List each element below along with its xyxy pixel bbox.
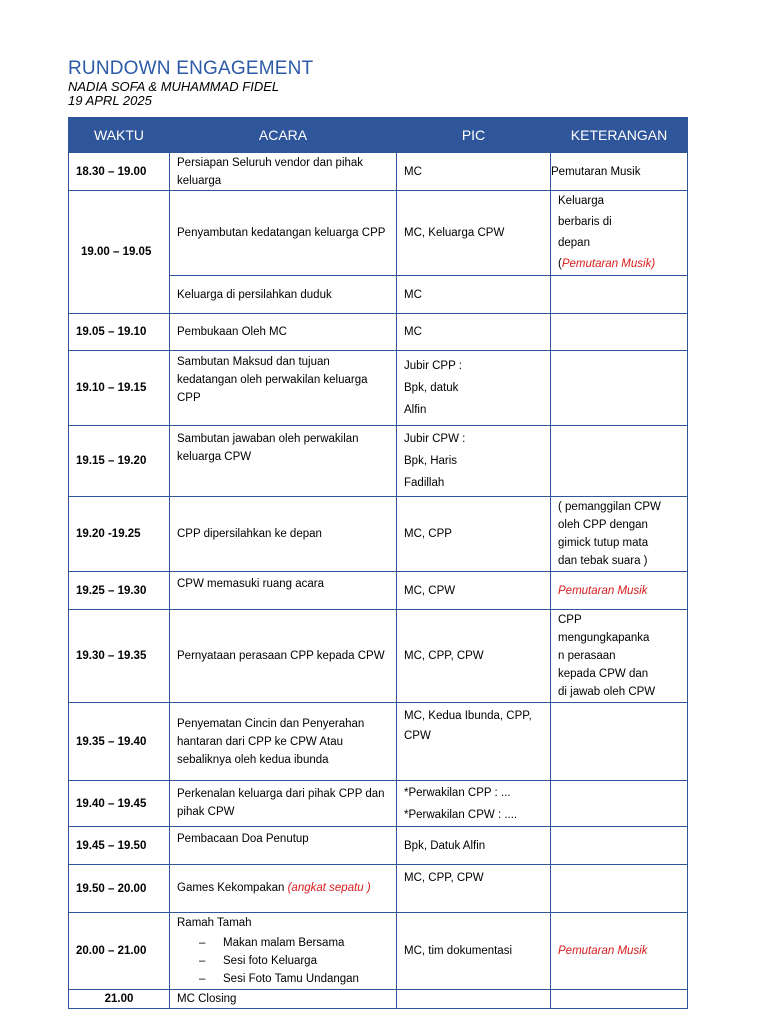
row-pic: MC, tim dokumentasi — [397, 913, 551, 990]
table-row — [69, 191, 688, 276]
pic-line: Jubir CPW : — [404, 433, 466, 445]
keterangan-line: dan tebak suara ) — [558, 555, 648, 567]
list-item: – Makan malam Bersama — [199, 934, 389, 952]
row-keterangan — [551, 314, 688, 351]
event-date: 19 APRL 2025 — [68, 93, 152, 108]
table-header-row — [69, 118, 688, 153]
row-keterangan — [551, 426, 688, 497]
row-time: 19.00 – 19.05 — [69, 191, 170, 314]
table-row — [69, 990, 688, 1009]
row-pic: MC, Kedua Ibunda, CPP, CPW — [397, 703, 551, 781]
row-acara: Penyematan Cincin dan Penyerahan hantaran dari CPP ke CPW Atau sebaliknya oleh kedua ibunda — [170, 703, 397, 781]
row-acara — [170, 865, 397, 913]
list-item: – Sesi foto Keluarga — [199, 952, 389, 970]
row-keterangan — [551, 865, 688, 913]
row-pic — [397, 426, 551, 497]
row-acara: CPW memasuki ruang acara — [170, 572, 397, 610]
pic-line: *Perwakilan CPP : ... — [404, 786, 511, 799]
row-time: 21.00 — [69, 990, 170, 1009]
row-keterangan — [551, 990, 688, 1009]
keterangan-paren: ( — [558, 258, 562, 270]
acara-heading: Ramah Tamah — [177, 917, 252, 929]
document-title: RUNDOWN ENGAGEMENT — [68, 58, 314, 79]
row-acara: Keluarga di persilahkan duduk — [170, 276, 397, 314]
row-acara: Pernyataan perasaan CPP kepada CPW — [170, 610, 397, 703]
table-row — [69, 781, 688, 827]
table-row — [69, 865, 688, 913]
table-row — [69, 610, 688, 703]
keterangan-line: di jawab oleh CPW — [558, 686, 656, 698]
row-keterangan — [551, 276, 688, 314]
table-row — [69, 153, 688, 191]
column-header-waktu: WAKTU — [69, 118, 170, 153]
row-pic — [397, 351, 551, 426]
row-keterangan — [551, 610, 688, 703]
row-acara: Perkenalan keluarga dari pihak CPP dan pihak CPW — [170, 781, 397, 827]
row-keterangan: Pemutaran Musik — [551, 153, 688, 191]
column-header-keterangan: KETERANGAN — [551, 118, 688, 153]
row-pic — [397, 990, 551, 1009]
rundown-table — [68, 117, 688, 1009]
row-time: 19.30 – 19.35 — [69, 610, 170, 703]
acara-list — [177, 934, 389, 988]
table-row — [69, 497, 688, 572]
row-acara: Sambutan jawaban oleh perwakilan keluarga CPW — [170, 426, 397, 497]
keterangan-line: kepada CPW dan — [558, 668, 649, 680]
row-keterangan: Pemutaran Musik — [551, 572, 688, 610]
row-acara: Pembacaan Doa Penutup — [170, 827, 397, 865]
keterangan-line: ( pemanggilan CPW — [558, 501, 661, 513]
table-row — [69, 572, 688, 610]
row-keterangan — [551, 827, 688, 865]
row-pic: MC, CPP — [397, 497, 551, 572]
keterangan-line: Keluarga — [558, 195, 605, 207]
pic-line: Bpk, datuk — [404, 382, 459, 394]
row-time: 19.25 – 19.30 — [69, 572, 170, 610]
row-time: 19.05 – 19.10 — [69, 314, 170, 351]
acara-text: Games Kekompakan — [177, 882, 288, 894]
row-acara: Persiapan Seluruh vendor dan pihak keluarga — [170, 153, 397, 191]
row-time: 19.20 -19.25 — [69, 497, 170, 572]
list-item: – Sesi Foto Tamu Undangan — [199, 970, 389, 988]
row-acara: MC Closing — [170, 990, 397, 1009]
acara-note: (angkat sepatu ) — [287, 882, 371, 894]
row-pic: MC, CPP, CPW — [397, 865, 551, 913]
keterangan-line: depan — [558, 237, 590, 249]
row-keterangan — [551, 703, 688, 781]
keterangan-line: mengungkapanka — [558, 632, 650, 644]
row-time: 19.35 – 19.40 — [69, 703, 170, 781]
row-time: 19.45 – 19.50 — [69, 827, 170, 865]
row-time: 19.15 – 19.20 — [69, 426, 170, 497]
row-time: 18.30 – 19.00 — [69, 153, 170, 191]
row-acara — [170, 913, 397, 990]
table-row — [69, 426, 688, 497]
table-row — [69, 913, 688, 990]
table-row — [69, 827, 688, 865]
row-acara: Pembukaan Oleh MC — [170, 314, 397, 351]
row-acara: Sambutan Maksud dan tujuan kedatangan oleh perwakilan keluarga CPP — [170, 351, 397, 426]
row-pic: Bpk, Datuk Alfin — [397, 827, 551, 865]
row-keterangan: Pemutaran Musik — [551, 913, 688, 990]
pic-line: Jubir CPP : — [404, 360, 462, 372]
row-pic: MC, CPP, CPW — [397, 610, 551, 703]
keterangan-line: CPP — [558, 614, 582, 626]
row-pic: MC, Keluarga CPW — [397, 191, 551, 276]
column-header-pic: PIC — [397, 118, 551, 153]
row-time: 19.40 – 19.45 — [69, 781, 170, 827]
row-time: 20.00 – 21.00 — [69, 913, 170, 990]
couple-names: NADIA SOFA & MUHAMMAD FIDEL — [68, 79, 280, 94]
row-pic: MC — [397, 314, 551, 351]
pic-line: Bpk, Haris — [404, 455, 458, 467]
pic-line: Alfin — [404, 404, 427, 416]
pic-line: Fadillah — [404, 477, 445, 489]
row-keterangan — [551, 781, 688, 827]
row-keterangan — [551, 191, 688, 276]
row-acara: CPP dipersilahkan ke depan — [170, 497, 397, 572]
row-keterangan — [551, 351, 688, 426]
keterangan-line: n perasaan — [558, 650, 616, 662]
keterangan-note: Pemutaran Musik) — [561, 258, 656, 270]
row-time: 19.10 – 19.15 — [69, 351, 170, 426]
row-pic: MC, CPW — [397, 572, 551, 610]
keterangan-line: berbaris di — [558, 216, 612, 228]
row-pic — [397, 781, 551, 827]
row-pic: MC — [397, 276, 551, 314]
table-row — [69, 703, 688, 781]
row-keterangan — [551, 497, 688, 572]
keterangan-line: gimick tutup mata — [558, 537, 649, 549]
table-row — [69, 351, 688, 426]
pic-line: *Perwakilan CPW : .... — [404, 808, 518, 821]
column-header-acara: ACARA — [170, 118, 397, 153]
row-pic: MC — [397, 153, 551, 191]
row-time: 19.50 – 20.00 — [69, 865, 170, 913]
keterangan-line: oleh CPP dengan — [558, 519, 648, 531]
row-acara: Penyambutan kedatangan keluarga CPP — [170, 191, 397, 276]
table-row — [69, 314, 688, 351]
